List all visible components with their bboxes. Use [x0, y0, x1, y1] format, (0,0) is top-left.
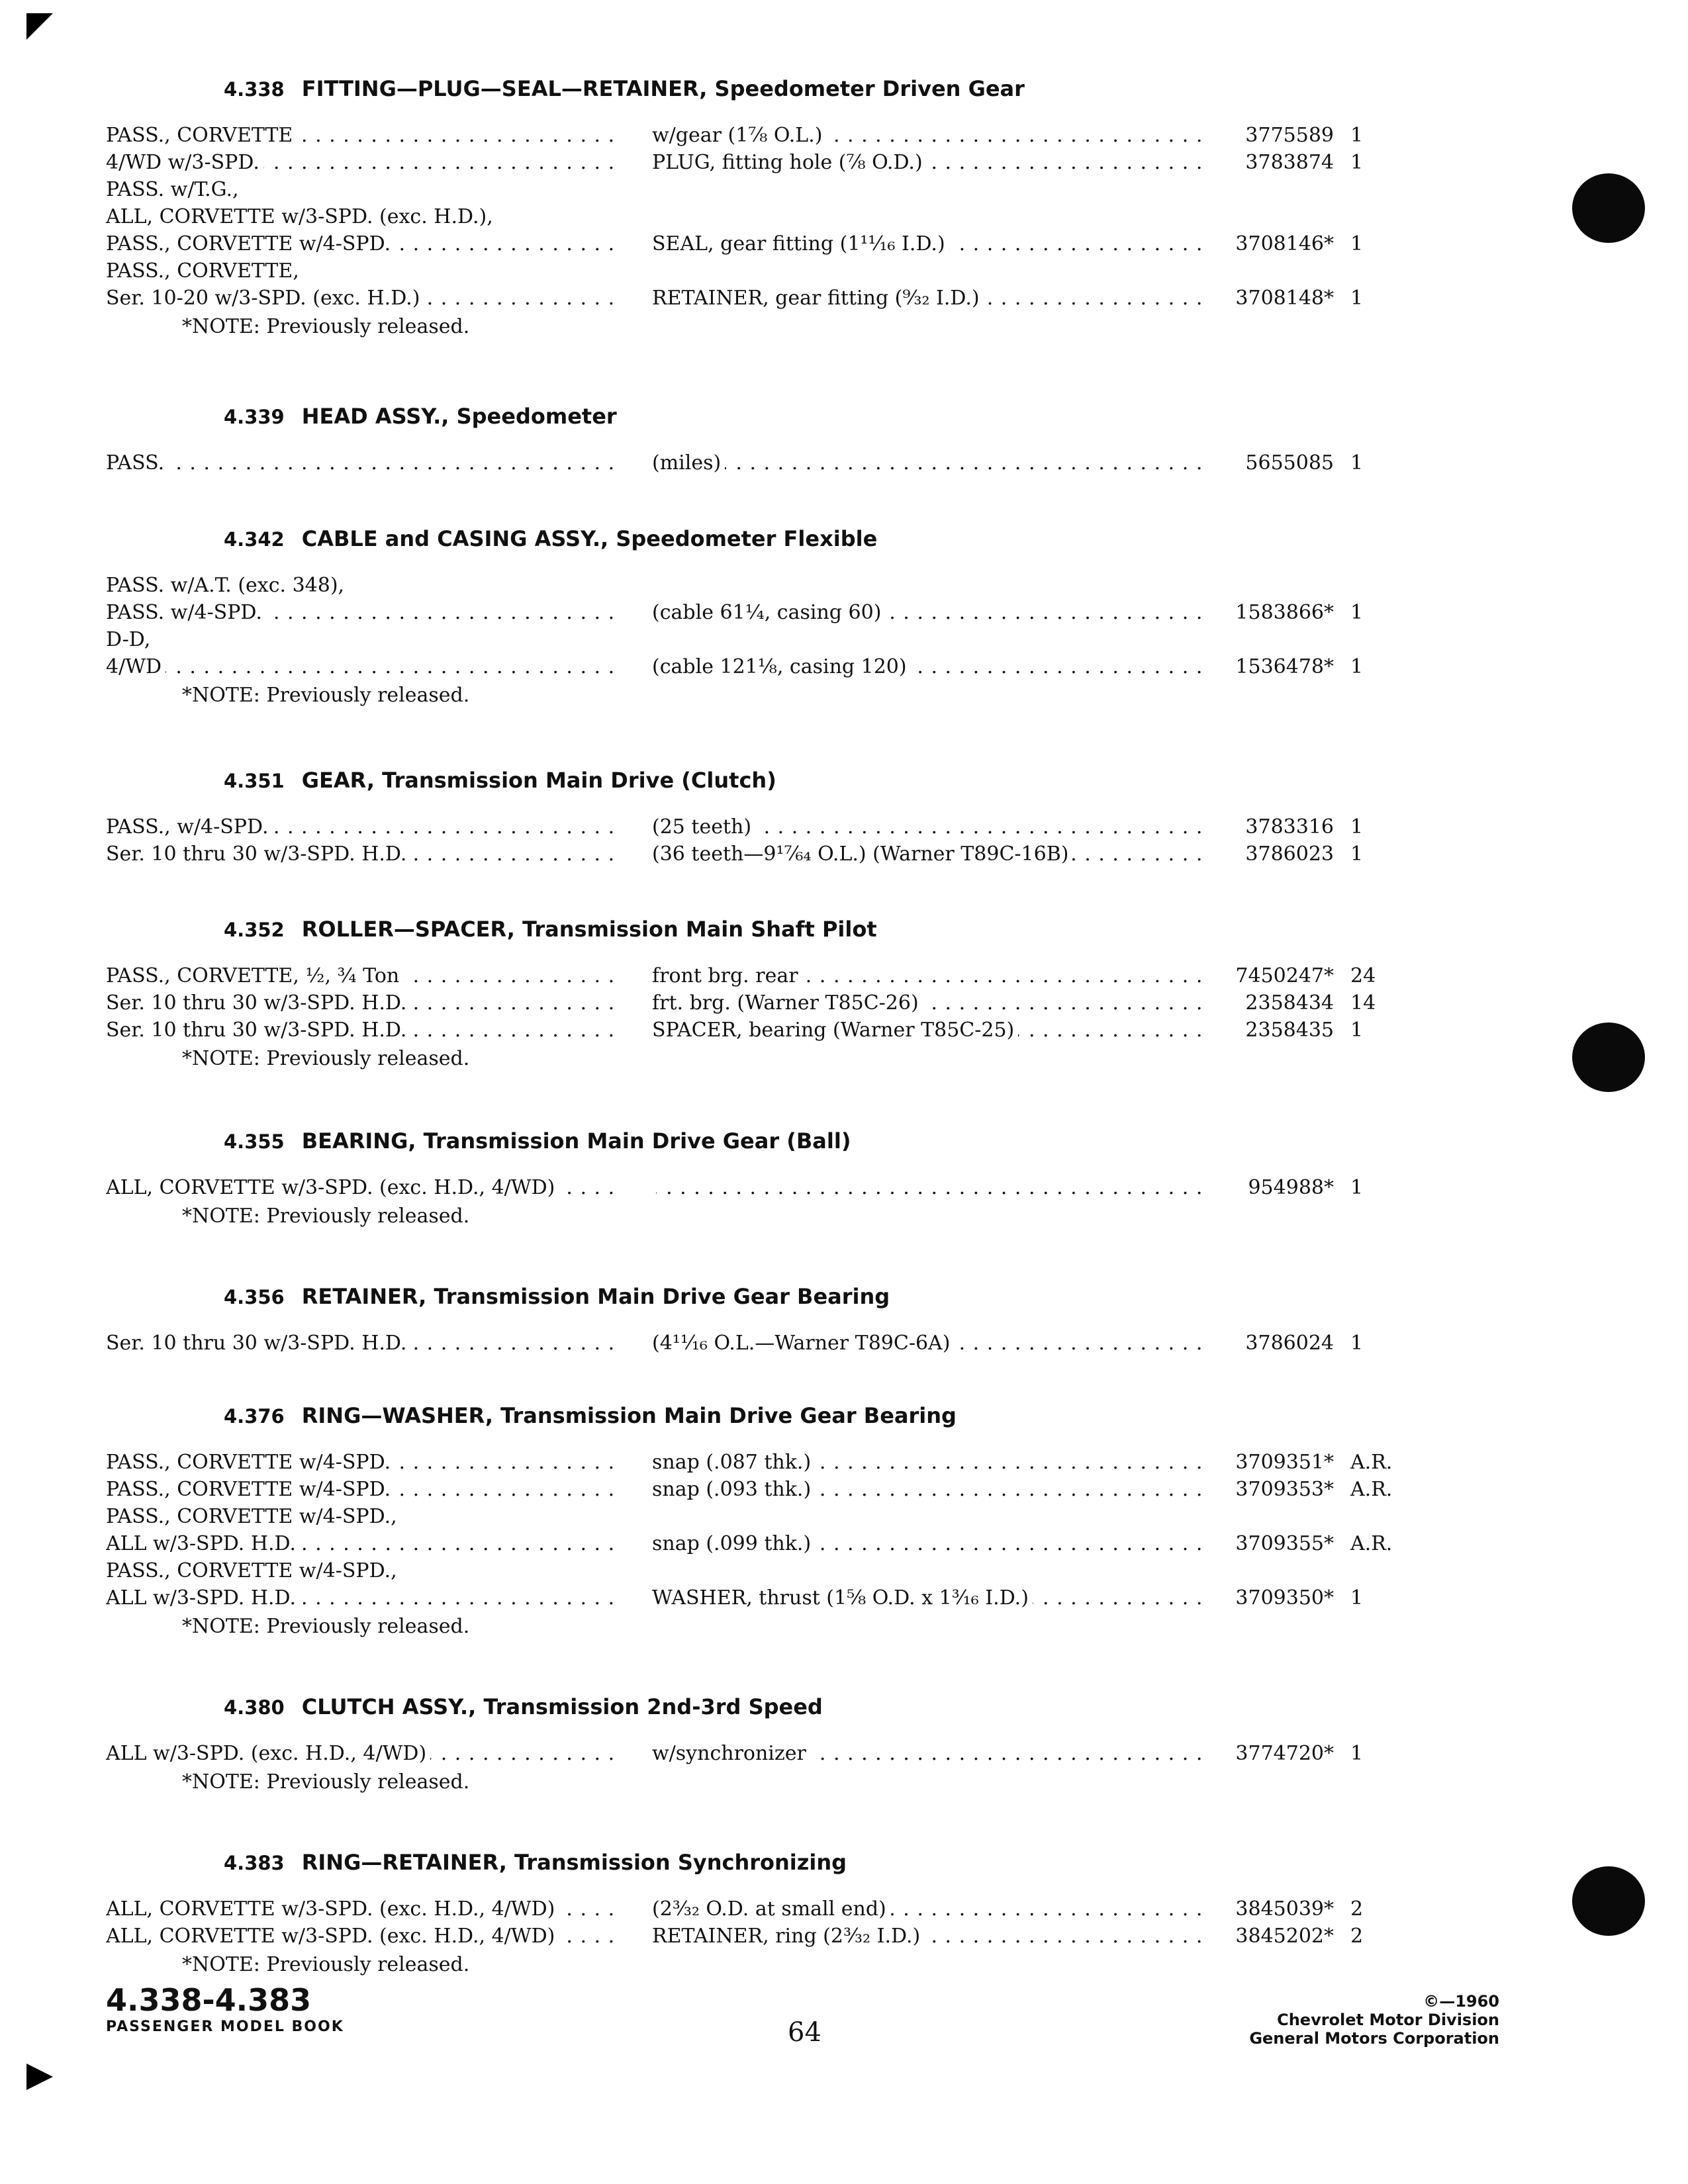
corner-crop-mark-bottom: [26, 2064, 53, 2090]
quantity: 2: [1350, 1897, 1364, 1921]
application-text: [106, 1586, 616, 1610]
part-description: [652, 1897, 1201, 1921]
part-entry-row: [0, 991, 1688, 1019]
part-entry-row: [0, 451, 1688, 479]
application-text: [106, 842, 616, 866]
application-label: PASS. w/4-SPD.: [106, 601, 266, 624]
quantity: 1: [1350, 124, 1364, 147]
section-title: RING—WASHER, Transmission Main Drive Gear Bearing: [301, 1403, 957, 1428]
part-entry-row: [0, 842, 1688, 870]
section-title: CLUTCH ASSY., Transmission 2nd-3rd Speed: [301, 1694, 823, 1719]
part-description: [652, 451, 1201, 475]
application-label: PASS., CORVETTE: [106, 124, 297, 147]
part-entry-row: [0, 1559, 1688, 1587]
quantity: 1: [1350, 655, 1364, 678]
part-description: [652, 1176, 1201, 1199]
part-entry-row: [0, 1019, 1688, 1046]
application-label: PASS., CORVETTE, ½, ¾ Ton: [106, 964, 403, 987]
section-heading: [224, 768, 776, 793]
part-number: 3708146*: [1235, 232, 1334, 255]
description-label: (cable 61¼, casing 60): [652, 601, 885, 624]
application-text: [106, 1332, 616, 1355]
application-label: Ser. 10 thru 30 w/3-SPD. H.D.: [106, 1019, 410, 1042]
part-description: [652, 1019, 1201, 1042]
section-number: 4.352: [224, 919, 285, 941]
quantity: 2: [1350, 1925, 1364, 1948]
section-number: 4.376: [224, 1405, 285, 1428]
section-number: 4.339: [224, 406, 285, 428]
section-title: GEAR, Transmission Main Drive (Clutch): [301, 768, 776, 793]
application-label: ALL, CORVETTE w/3-SPD. (exc. H.D., 4/WD): [106, 1176, 559, 1199]
section-title: CABLE and CASING ASSY., Speedometer Flexible: [301, 526, 878, 551]
application-text: [106, 205, 616, 228]
footnote: *NOTE: Previously released.: [182, 1205, 470, 1228]
section-title: RING—RETAINER, Transmission Synchronizing: [301, 1850, 847, 1875]
part-number: 3786023: [1245, 842, 1334, 866]
part-entry-row: [0, 259, 1688, 287]
application-text: [106, 151, 616, 174]
section-heading: [224, 526, 877, 551]
part-entry-row: [0, 1586, 1688, 1614]
part-entry-row: [0, 151, 1688, 179]
part-number: 3783874: [1245, 151, 1334, 174]
application-text: [106, 124, 616, 147]
part-description: [652, 655, 1201, 678]
part-entry-row: [0, 1332, 1688, 1359]
publisher-corporation: General Motors Corporation: [1249, 2029, 1499, 2048]
quantity: 1: [1350, 151, 1364, 174]
application-text: [106, 232, 616, 255]
publisher-division: Chevrolet Motor Division: [1277, 2011, 1499, 2029]
part-number: 5655085: [1245, 451, 1334, 475]
footnote: *NOTE: Previously released.: [182, 1615, 470, 1638]
corner-crop-mark-top: [26, 13, 53, 40]
footnote: *NOTE: Previously released.: [182, 1047, 470, 1070]
quantity: 1: [1350, 1019, 1364, 1042]
application-label: PASS. w/A.T. (exc. 348),: [106, 574, 345, 597]
description-label: w/gear (1⅞ O.L.): [652, 124, 826, 147]
application-text: [106, 1451, 616, 1474]
application-text: [106, 655, 616, 678]
quantity: 1: [1350, 815, 1364, 839]
part-description: [652, 815, 1201, 839]
copyright-text: ©—1960: [1423, 1992, 1499, 2011]
part-entry-row: [0, 287, 1688, 314]
application-text: [106, 601, 616, 624]
section-heading: [224, 1284, 890, 1309]
part-description: [652, 1586, 1201, 1610]
application-label: PASS., w/4-SPD.: [106, 815, 272, 839]
description-label: PLUG, fitting hole (⅞ O.D.): [652, 151, 927, 174]
part-description: [652, 964, 1201, 987]
part-description: [652, 1451, 1201, 1474]
application-text: [106, 287, 616, 310]
quantity: 1: [1350, 1176, 1364, 1199]
application-text: [106, 628, 616, 651]
section-heading: [224, 404, 617, 429]
application-label: 4/WD: [106, 655, 165, 678]
description-label: (cable 121⅛, casing 120): [652, 655, 911, 678]
part-description: [652, 1742, 1201, 1765]
application-label: ALL, CORVETTE w/3-SPD. (exc. H.D.),: [106, 205, 493, 228]
part-entry-row: [0, 124, 1688, 152]
part-entry-row: [0, 1897, 1688, 1925]
application-label: PASS., CORVETTE w/4-SPD.: [106, 1451, 395, 1474]
application-label: PASS., CORVETTE w/4-SPD.,: [106, 1505, 397, 1528]
description-label: (2³⁄₃₂ O.D. at small end): [652, 1897, 890, 1921]
publisher-block: [1249, 1992, 1499, 2048]
application-label: 4/WD w/3-SPD.: [106, 151, 263, 174]
section-heading: [224, 76, 1025, 101]
section-number: 4.356: [224, 1286, 285, 1308]
quantity: A.R.: [1350, 1451, 1393, 1474]
book-title: PASSENGER MODEL BOOK: [106, 2019, 344, 2035]
part-number: 2358434: [1245, 991, 1334, 1015]
part-number: 3709350*: [1235, 1586, 1334, 1610]
footnote: *NOTE: Previously released.: [182, 1770, 470, 1794]
application-text: [106, 574, 616, 597]
application-text: [106, 1176, 616, 1199]
part-entry-row: [0, 1505, 1688, 1533]
description-label: snap (.087 thk.): [652, 1451, 815, 1474]
application-label: Ser. 10 thru 30 w/3-SPD. H.D.: [106, 1332, 410, 1355]
part-description: [652, 601, 1201, 624]
description-label: WASHER, thrust (1⅝ O.D. x 1³⁄₁₆ I.D.): [652, 1586, 1033, 1610]
application-label: ALL w/3-SPD. H.D.: [106, 1586, 300, 1610]
part-entry-row: [0, 1451, 1688, 1479]
footnote: *NOTE: Previously released.: [182, 684, 470, 707]
section-title: ROLLER—SPACER, Transmission Main Shaft Pilot: [301, 917, 877, 942]
application-text: [106, 1532, 616, 1555]
quantity: 1: [1350, 287, 1364, 310]
application-label: Ser. 10 thru 30 w/3-SPD. H.D.: [106, 842, 410, 866]
description-label: front brg. rear: [652, 964, 802, 987]
page-number: 64: [788, 2017, 821, 2048]
quantity: 1: [1350, 1332, 1364, 1355]
part-description: [652, 1332, 1201, 1355]
footnote: *NOTE: Previously released.: [182, 315, 470, 338]
part-number: 3709355*: [1235, 1532, 1334, 1555]
application-text: [106, 259, 616, 283]
section-heading: [224, 1694, 823, 1719]
part-entry-row: [0, 655, 1688, 683]
description-label: snap (.099 thk.): [652, 1532, 815, 1555]
quantity: 1: [1350, 842, 1364, 866]
application-text: [106, 1925, 616, 1948]
part-entry-row: [0, 1478, 1688, 1506]
quantity: 1: [1350, 1742, 1364, 1765]
description-label: [652, 1176, 656, 1199]
part-entry-row: [0, 574, 1688, 602]
description-label: snap (.093 thk.): [652, 1478, 815, 1501]
quantity: A.R.: [1350, 1478, 1393, 1501]
part-entry-row: [0, 815, 1688, 843]
part-entry-row: [0, 628, 1688, 656]
application-text: [106, 1559, 616, 1582]
application-text: [106, 1897, 616, 1921]
application-label: ALL, CORVETTE w/3-SPD. (exc. H.D., 4/WD): [106, 1897, 559, 1921]
part-entry-row: [0, 601, 1688, 629]
part-description: [652, 1532, 1201, 1555]
quantity: 1: [1350, 232, 1364, 255]
part-number: 3709351*: [1235, 1451, 1334, 1474]
application-text: [106, 451, 616, 475]
part-entry-row: [0, 1532, 1688, 1560]
application-label: PASS., CORVETTE w/4-SPD.: [106, 1478, 395, 1501]
part-description: [652, 287, 1201, 310]
application-text: [106, 1505, 616, 1528]
section-title: HEAD ASSY., Speedometer: [301, 404, 617, 429]
section-number: 4.338: [224, 78, 285, 101]
section-title: FITTING—PLUG—SEAL—RETAINER, Speedometer Driven Gear: [301, 76, 1025, 101]
quantity: 1: [1350, 601, 1364, 624]
part-number: 3708148*: [1235, 287, 1334, 310]
section-heading: [224, 1403, 957, 1428]
part-entry-row: [0, 232, 1688, 260]
description-label: w/synchronizer: [652, 1742, 810, 1765]
quantity: 1: [1350, 1586, 1364, 1610]
part-description: [652, 1478, 1201, 1501]
application-label: Ser. 10-20 w/3-SPD. (exc. H.D.): [106, 287, 424, 310]
part-description: [652, 151, 1201, 174]
quantity: 1: [1350, 451, 1364, 475]
part-number: 2358435: [1245, 1019, 1334, 1042]
section-title: BEARING, Transmission Main Drive Gear (Ball): [301, 1128, 851, 1154]
description-label: RETAINER, gear fitting (⁹⁄₃₂ I.D.): [652, 287, 984, 310]
part-entry-row: [0, 1742, 1688, 1770]
application-label: ALL w/3-SPD. (exc. H.D., 4/WD): [106, 1742, 430, 1765]
application-label: PASS. w/T.G.,: [106, 178, 239, 201]
section-number: 4.383: [224, 1852, 285, 1874]
part-number: 1583866*: [1235, 601, 1334, 624]
application-text: [106, 815, 616, 839]
quantity: 14: [1350, 991, 1376, 1015]
description-label: (36 teeth—9¹⁷⁄₆₄ O.L.) (Warner T89C-16B): [652, 842, 1072, 866]
quantity: 24: [1350, 964, 1376, 987]
application-label: PASS.: [106, 451, 168, 475]
quantity: A.R.: [1350, 1532, 1393, 1555]
application-label: Ser. 10 thru 30 w/3-SPD. H.D.: [106, 991, 410, 1015]
part-number: 1536478*: [1235, 655, 1334, 678]
part-number: 3709353*: [1235, 1478, 1334, 1501]
part-entry-row: [0, 1925, 1688, 1952]
application-label: PASS., CORVETTE w/4-SPD.: [106, 232, 395, 255]
part-entry-row: [0, 964, 1688, 992]
part-number: 954988*: [1248, 1176, 1334, 1199]
section-title: RETAINER, Transmission Main Drive Gear Bearing: [301, 1284, 890, 1309]
part-number: 3774720*: [1235, 1742, 1334, 1765]
application-label: D-D,: [106, 628, 151, 651]
section-number: 4.342: [224, 528, 285, 551]
part-number: 7450247*: [1235, 964, 1334, 987]
application-label: ALL, CORVETTE w/3-SPD. (exc. H.D., 4/WD): [106, 1925, 559, 1948]
application-label: ALL w/3-SPD. H.D.: [106, 1532, 300, 1555]
part-number: 3783316: [1245, 815, 1334, 839]
section-heading: [224, 1850, 847, 1875]
part-number: 3845202*: [1235, 1925, 1334, 1948]
section-heading: [224, 917, 877, 942]
description-label: frt. brg. (Warner T85C-26): [652, 991, 923, 1015]
part-entry-row: [0, 1176, 1688, 1204]
description-label: SPACER, bearing (Warner T85C-25): [652, 1019, 1018, 1042]
part-description: [652, 842, 1201, 866]
part-entry-row: [0, 205, 1688, 233]
application-text: [106, 1478, 616, 1501]
section-number: 4.355: [224, 1130, 285, 1153]
description-label: (25 teeth): [652, 815, 755, 839]
section-number: 4.380: [224, 1696, 285, 1719]
section-number: 4.351: [224, 770, 285, 792]
application-text: [106, 1019, 616, 1042]
part-description: [652, 232, 1201, 255]
application-text: [106, 1742, 616, 1765]
part-description: [652, 991, 1201, 1015]
section-heading: [224, 1128, 851, 1154]
part-description: [652, 1925, 1201, 1948]
description-label: SEAL, gear fitting (1¹¹⁄₁₆ I.D.): [652, 232, 949, 255]
part-description: [652, 124, 1201, 147]
description-label: (miles): [652, 451, 725, 475]
application-text: [106, 178, 616, 201]
part-number: 3786024: [1245, 1332, 1334, 1355]
page-range: 4.338-4.383: [106, 1982, 312, 2018]
part-number: 3845039*: [1235, 1897, 1334, 1921]
application-text: [106, 964, 616, 987]
application-text: [106, 991, 616, 1015]
footnote: *NOTE: Previously released.: [182, 1953, 470, 1976]
application-label: PASS., CORVETTE w/4-SPD.,: [106, 1559, 397, 1582]
description-label: (4¹¹⁄₁₆ O.L.—Warner T89C-6A): [652, 1332, 954, 1355]
application-label: PASS., CORVETTE,: [106, 259, 299, 283]
description-label: RETAINER, ring (2³⁄₃₂ I.D.): [652, 1925, 924, 1948]
part-entry-row: [0, 178, 1688, 206]
part-number: 3775589: [1245, 124, 1334, 147]
